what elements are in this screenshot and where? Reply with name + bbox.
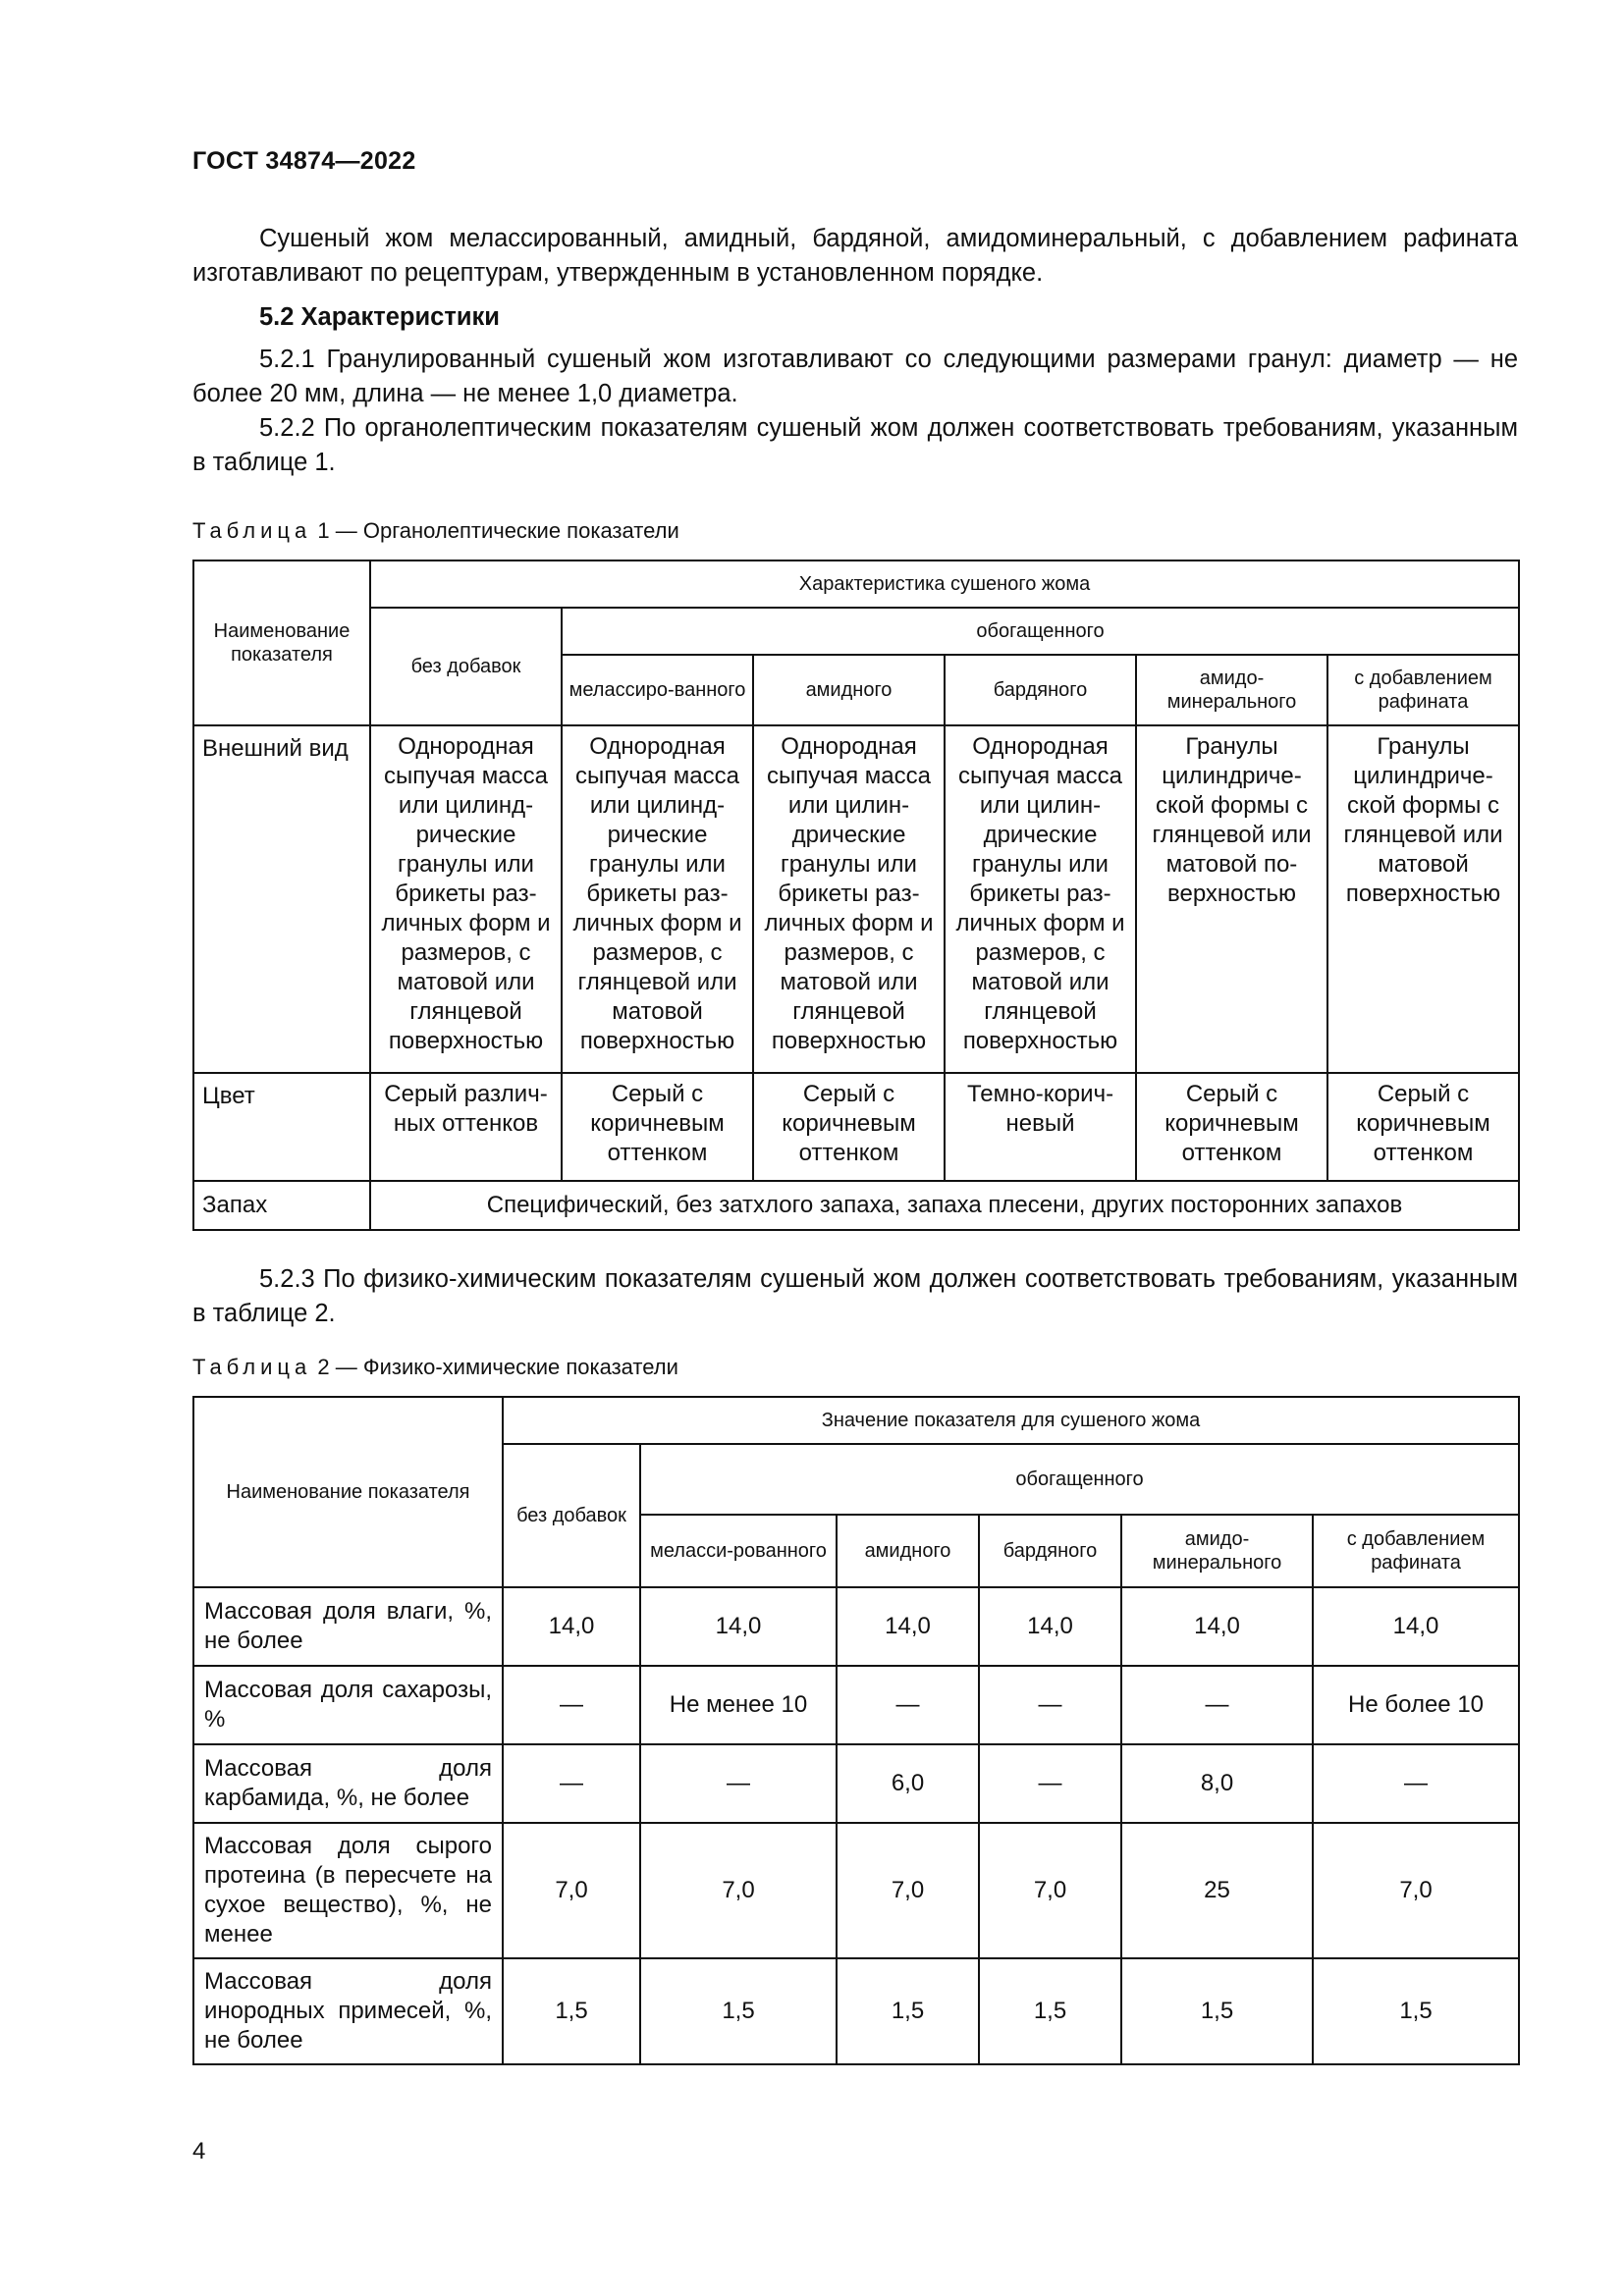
table2-row-protein [193,1823,1519,1958]
table2-cell: 14,0 [837,1587,979,1666]
table1-cell: Серый с коричневым оттенком [1327,1073,1519,1181]
table2-cell: 1,5 [640,1958,837,2064]
table2-row-label: Массовая доля сахарозы, % [193,1666,503,1744]
table1-header-enriched: обогащенного [562,608,1519,655]
table1-header-raffinate: с добавлением рафината [1327,655,1519,725]
table2-cell: — [979,1744,1121,1823]
table1-row-color [193,1073,1519,1181]
table1-row-label: Внешний вид [193,725,370,1073]
physicochemical-table [192,1396,1520,2065]
table2-cell: 14,0 [503,1587,640,1666]
table2-cell: 7,0 [503,1823,640,1958]
table2-row-impurities [193,1958,1519,2064]
table1-cell: Однородная сыпучая масса или цилинд-рические гранулы или брикеты раз-личных форм и размеров, с матовой или глянцевой поверхностью [370,725,562,1073]
table1-row-label: Запах [193,1181,370,1230]
table2-cell: — [1313,1744,1519,1823]
table2-header-enriched: обогащенного [640,1444,1519,1515]
table1-cell: Гранулы цилиндриче-ской формы с глянцевой или матовой поверхностью [1327,725,1519,1073]
table1-cell: Темно-корич-невый [945,1073,1136,1181]
table1-smell-value: Специфический, без затхлого запаха, запаха плесени, других посторонних запахов [370,1181,1519,1230]
table1-caption [192,518,679,544]
table2-cell: 7,0 [837,1823,979,1958]
table1-caption-word: Таблица [192,518,312,543]
table2-header-value-for: Значение показателя для сушеного жома [503,1397,1519,1444]
table1-header-stillage: бардяного [945,655,1136,725]
table1-cell: Однородная сыпучая масса или цилин-дрические гранулы или брикеты раз-личных форм и размеров, с матовой или глянцевой поверхностью [945,725,1136,1073]
page-number: 4 [192,2138,206,2164]
table2-cell: — [640,1744,837,1823]
table1-header-plain: без добавок [370,608,562,725]
table1-cell: Серый с коричневым оттенком [1136,1073,1327,1181]
table2-caption [192,1355,678,1380]
table2-cell: — [1121,1666,1313,1744]
table1-header-characteristic: Характеристика сушеного жома [370,561,1519,608]
table1-header-molasses: мелассиро-ванного [562,655,753,725]
table2-cell: Не более 10 [1313,1666,1519,1744]
table2-row-sucrose [193,1666,1519,1744]
standard-code: ГОСТ 34874—2022 [192,147,416,175]
table2-caption-word: Таблица [192,1355,312,1379]
table2-row-moisture [193,1587,1519,1666]
table1-cell: Серый с коричневым оттенком [562,1073,753,1181]
body-text-middle [192,1262,1518,1331]
table2-cell: — [837,1666,979,1744]
table2-header-stillage: бардяного [979,1515,1121,1587]
table2-cell: 14,0 [640,1587,837,1666]
table2-cell: 1,5 [979,1958,1121,2064]
table1-row-label: Цвет [193,1073,370,1181]
table1-cell: Гранулы цилиндриче-ской формы с глянцевой или матовой по-верхностью [1136,725,1327,1073]
table1-row-appearance [193,725,1519,1073]
table2-cell: 7,0 [1313,1823,1519,1958]
body-text-upper [192,222,1518,480]
section-title: 5.2 Характеристики [259,303,500,331]
table1-cell: Однородная сыпучая масса или цилинд-рические гранулы или брикеты раз-личных форм и размеров, с глянцевой или матовой поверхностью [562,725,753,1073]
table1-header-amide: амидного [753,655,945,725]
table2-header-raffinate: с добавлением рафината [1313,1515,1519,1587]
table1-header-indicator: Наименование показателя [193,561,370,725]
table1-cell: Серый различ-ных оттенков [370,1073,562,1181]
table2-cell: 14,0 [1313,1587,1519,1666]
table2-cell: 7,0 [979,1823,1121,1958]
table2-row-urea [193,1744,1519,1823]
table2-header-molasses: меласси-рованного [640,1515,837,1587]
table2-cell: 1,5 [837,1958,979,2064]
table2-row-label: Массовая доля влаги, %, не более [193,1587,503,1666]
table2-cell: 14,0 [1121,1587,1313,1666]
table2-header-amidomineral: амидо-минерального [1121,1515,1313,1587]
table1-header-amidomineral: амидо-минерального [1136,655,1327,725]
table2-cell: — [503,1666,640,1744]
table1-cell: Однородная сыпучая масса или цилин-дрические гранулы или брикеты раз-личных форм и размеров, с матовой или глянцевой поверхностью [753,725,945,1073]
table2-header-amide: амидного [837,1515,979,1587]
paragraph-5-2-2: 5.2.2 По органолептическим показателям сушеный жом должен соответствовать требованиям, указанным в таблице 1. [192,414,1518,476]
organoleptic-table [192,560,1520,1231]
table2-cell: 14,0 [979,1587,1121,1666]
table2-cell: — [503,1744,640,1823]
table1-row-smell [193,1181,1519,1230]
paragraph-5-2-3: 5.2.3 По физико-химическим показателям сушеный жом должен соответствовать требованиям, указанным в таблице 2. [192,1265,1518,1327]
table2-cell: 7,0 [640,1823,837,1958]
table2-header-plain: без добавок [503,1444,640,1587]
table2-cell: 1,5 [1313,1958,1519,2064]
table1-cell: Серый с коричневым оттенком [753,1073,945,1181]
table2-caption-text: 2 — Физико-химические показатели [317,1355,678,1379]
table2-cell: Не менее 10 [640,1666,837,1744]
table1-caption-text: 1 — Органолептические показатели [317,518,679,543]
table2-cell: 8,0 [1121,1744,1313,1823]
table2-cell: 6,0 [837,1744,979,1823]
paragraph-5-2-1: 5.2.1 Гранулированный сушеный жом изготавливают со следующими размерами гранул: диаметр — не более 20 мм, длина — не менее 1,0 диаметра. [192,346,1518,407]
table2-row-label: Массовая доля инородных примесей, %, не более [193,1958,503,2064]
table2-cell: 1,5 [1121,1958,1313,2064]
table2-row-label: Массовая доля карбамида, %, не более [193,1744,503,1823]
table2-row-label: Массовая доля сырого протеина (в пересчете на сухое вещество), %, не менее [193,1823,503,1958]
intro-paragraph: Сушеный жом мелассированный, амидный, бардяной, амидоминеральный, с добавлением рафината изготавливают по рецептурам, утвержденным в установленном порядке. [192,225,1518,287]
table2-cell: 1,5 [503,1958,640,2064]
table2-cell: — [979,1666,1121,1744]
table2-cell: 25 [1121,1823,1313,1958]
table2-header-indicator: Наименование показателя [193,1397,503,1587]
